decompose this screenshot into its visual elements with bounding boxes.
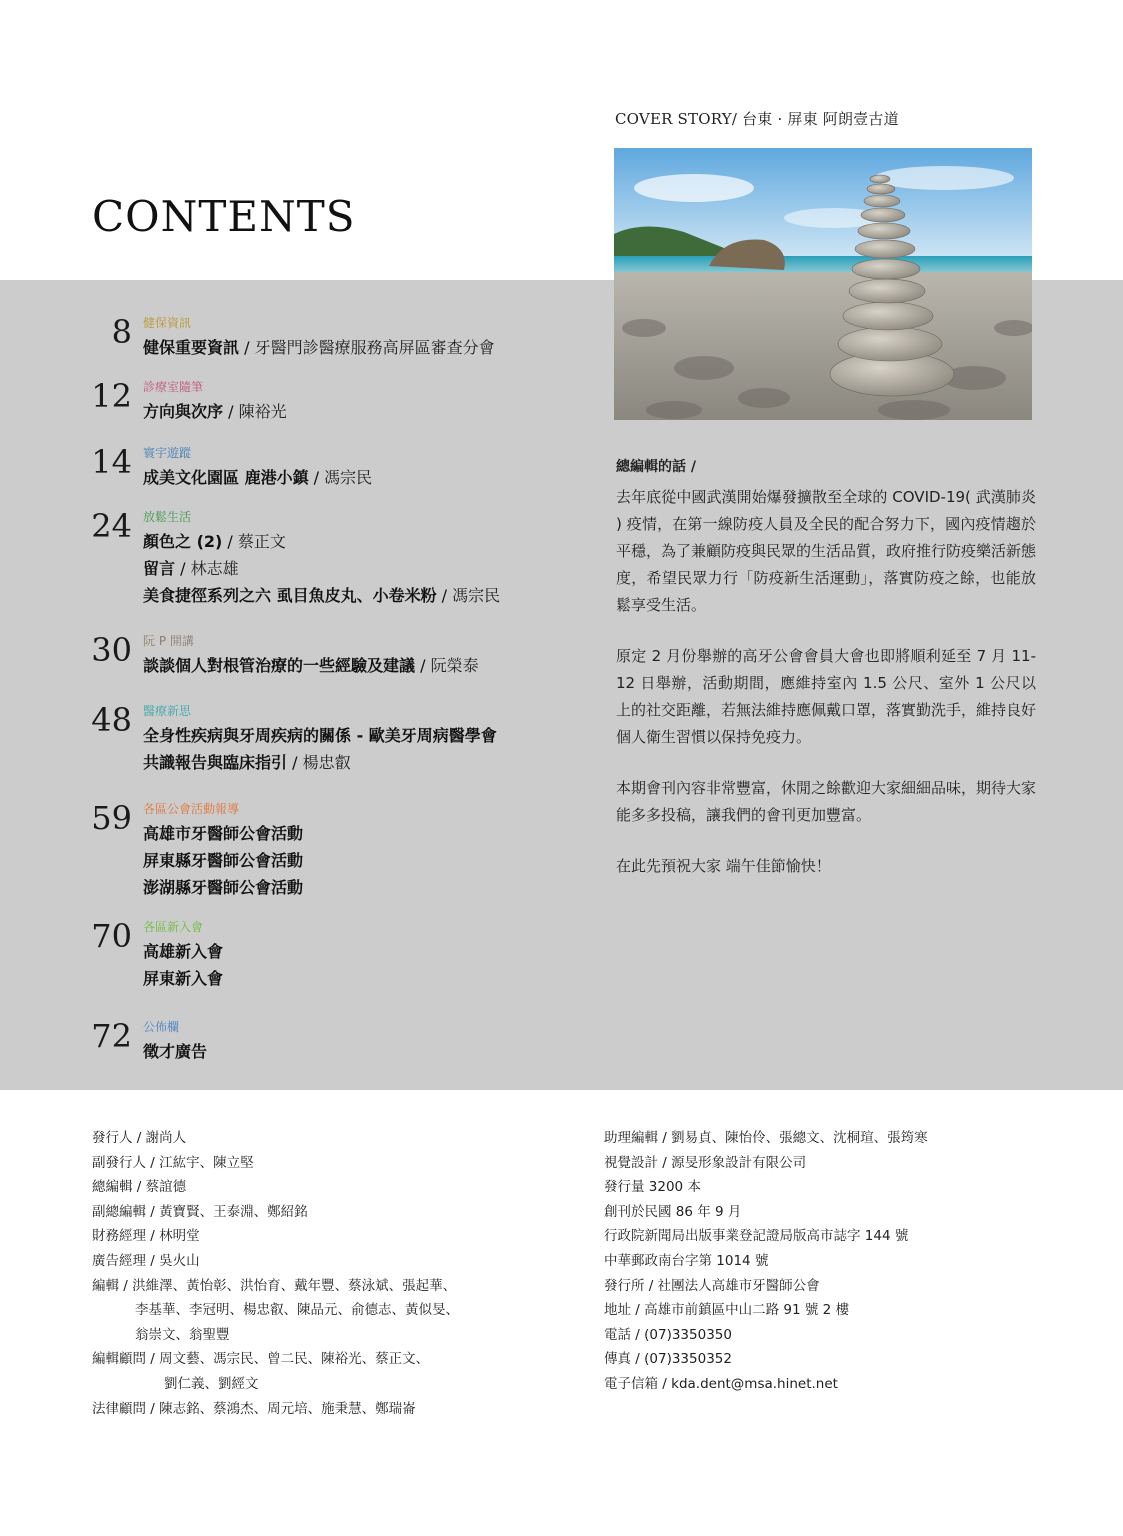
cover-image-illustration <box>614 148 1032 420</box>
credit-visual-design: 視覺設計 / 源旻形象設計有限公司 <box>604 1154 807 1171</box>
toc-category: 阮 P 開講 <box>143 634 194 648</box>
toc-article[interactable] <box>143 965 223 992</box>
toc-article[interactable] <box>143 749 497 776</box>
credit-advisors: 編輯顧問 / 周文藝、馮宗民、曾二民、陳裕光、蔡正文、 <box>92 1351 430 1368</box>
toc-separator: / <box>239 338 255 357</box>
toc-article[interactable] <box>143 555 500 582</box>
toc-separator: / <box>415 656 431 675</box>
toc-article[interactable] <box>143 820 303 847</box>
toc-page-number: 48 <box>91 701 132 739</box>
toc-page-number: 72 <box>91 1017 132 1055</box>
toc-article[interactable] <box>143 334 495 361</box>
toc-article-author: 林志雄 <box>190 559 239 578</box>
toc-article-title: 澎湖縣牙醫師公會活動 <box>143 878 304 897</box>
toc-article[interactable] <box>143 847 303 874</box>
toc-article-author: 牙醫門診醫療服務高屏區審查分會 <box>254 338 495 357</box>
credit-issuer: 發行所 / 社團法人高雄市牙醫師公會 <box>604 1277 820 1294</box>
editor-heading: 總編輯的話 / <box>616 459 696 475</box>
toc-article-title: 高雄新入會 <box>143 942 224 961</box>
toc-article-title: 屏東縣牙醫師公會活動 <box>143 851 304 870</box>
credit-finance-manager: 財務經理 / 林明堂 <box>92 1228 200 1245</box>
toc-separator: / <box>308 468 325 487</box>
toc-page-number: 12 <box>91 377 132 415</box>
toc-article-title: 屏東新入會 <box>143 969 224 988</box>
toc-category: 公佈欄 <box>143 1020 180 1034</box>
toc-category: 健保資訊 <box>143 316 192 330</box>
editor-paragraph: 原定 2 月份舉辦的高牙公會會員大會也即將順利延至 7 月 11-12 日舉辦，活動期間，應維持室內 1.5 公尺、室外 1 公尺以上的社交距離，若無法維持應佩戴口罩，落實勤洗手，維持良好個人衛生習慣以保持免疫力。 <box>616 647 1037 746</box>
credit-editors: 編輯 / 洪維澤、黃怡彰、洪怡育、戴年豐、蔡泳斌、張起華、 <box>92 1277 457 1294</box>
toc-article-author: 陳裕光 <box>238 402 287 421</box>
toc-category: 各區公會活動報導 <box>143 802 240 816</box>
toc-page-number: 30 <box>91 631 132 669</box>
toc-article-author: 馮宗民 <box>452 586 501 605</box>
credit-advisors-cont: 劉仁義、劉經文 <box>164 1375 259 1392</box>
credits-right <box>604 1126 928 1397</box>
credit-vice-publisher: 副發行人 / 江紘宇、陳立堅 <box>92 1154 254 1171</box>
editor-paragraph: 去年底從中國武漢開始爆發擴散至全球的 COVID-19( 武漢肺炎 ) 疫情，在第一線防疫人員及全民的配合努力下，國內疫情趨於平穩，為了兼顧防疫與民眾的生活品質，政府推行防疫樂活新態度，希望民眾力行「防疫新生活運動」，落實防疫之餘，也能放鬆享受生活。 <box>616 488 1037 614</box>
credits-left <box>92 1126 459 1421</box>
toc-category: 寰宇遊蹤 <box>143 446 192 460</box>
toc-separator: / <box>287 753 303 772</box>
toc-separator: / <box>223 402 239 421</box>
toc-separator: / <box>436 586 453 605</box>
credit-deputy-editors: 副總編輯 / 黃寶賢、王泰淵、鄭紹銘 <box>92 1203 308 1220</box>
editor-note <box>616 484 1036 904</box>
toc-article-title: 健保重要資訊 <box>143 338 240 357</box>
toc-article-title: 共識報告與臨床指引 <box>143 753 288 772</box>
credit-ad-manager: 廣告經理 / 吳火山 <box>92 1252 200 1269</box>
toc-article-author: 蔡正文 <box>237 532 286 551</box>
toc-page-number: 8 <box>111 313 132 351</box>
toc-separator: / <box>222 532 238 551</box>
toc-separator: / <box>175 559 191 578</box>
toc-article-title: 徵才廣告 <box>143 1042 208 1061</box>
toc-page-number: 70 <box>91 917 132 955</box>
toc-article-author: 馮宗民 <box>324 468 373 487</box>
toc-article-title: 全身性疾病與牙周疾病的關係 - 歐美牙周病醫學會 <box>143 726 497 745</box>
cover-image <box>614 148 1032 420</box>
credit-email[interactable]: 電子信箱 / kda.dent@msa.hinet.net <box>604 1375 838 1392</box>
credit-editors-cont: 李基華、李冠明、楊忠叡、陳品元、俞德志、黃似旻、 <box>135 1302 459 1319</box>
editor-paragraph: 本期會刊內容非常豐富，休閒之餘歡迎大家細細品味，期待大家能多多投稿，讓我們的會刊更加豐富。 <box>616 779 1037 824</box>
toc-article-title: 高雄市牙醫師公會活動 <box>143 824 304 843</box>
credit-fax: 傳真 / (07)3350352 <box>604 1351 732 1368</box>
toc-article[interactable] <box>143 874 303 901</box>
credit-postal: 中華郵政南台字第 1014 號 <box>604 1252 769 1269</box>
toc-article[interactable] <box>143 582 500 609</box>
toc-article[interactable] <box>143 464 372 491</box>
toc-article-title: 留言 <box>143 559 176 578</box>
toc-category: 醫療新思 <box>143 704 192 718</box>
toc-article[interactable] <box>143 722 497 749</box>
toc-article-title: 談談個人對根管治療的一些經驗及建議 <box>143 656 416 675</box>
cover-story-label: COVER STORY/ 台東 · 屏東 阿朗壹古道 <box>615 110 899 128</box>
toc-article[interactable] <box>143 938 223 965</box>
toc-category: 放鬆生活 <box>143 510 192 524</box>
page-title: CONTENTS <box>92 192 356 241</box>
toc-article-title: 成美文化園區 鹿港小鎮 <box>143 468 309 487</box>
toc-category: 各區新入會 <box>143 920 204 934</box>
toc-article[interactable] <box>143 1038 207 1065</box>
toc-page-number: 14 <box>91 443 132 481</box>
credit-circulation: 發行量 3200 本 <box>604 1179 701 1196</box>
credit-editors-cont: 翁崇文、翁聖豐 <box>135 1326 230 1343</box>
toc-category: 診療室隨筆 <box>143 380 204 394</box>
toc-article-author: 楊忠叡 <box>302 753 351 772</box>
toc-article-author: 阮榮泰 <box>430 656 479 675</box>
credit-publisher: 發行人 / 謝尚人 <box>92 1130 187 1146</box>
editor-paragraph: 在此先預祝大家 端午佳節愉快！ <box>616 857 831 875</box>
toc-article-title: 美食捷徑系列之六 虱目魚皮丸、小卷米粉 <box>143 586 437 605</box>
toc-article-title: 顏色之 (2) <box>143 532 223 551</box>
credit-address: 地址 / 高雄市前鎮區中山二路 91 號 2 樓 <box>604 1302 850 1319</box>
toc-article-title: 方向與次序 <box>143 402 224 421</box>
toc-page-number: 24 <box>91 507 132 545</box>
toc-article[interactable] <box>143 652 479 679</box>
credit-legal-advisors: 法律顧問 / 陳志銘、蔡鴻杰、周元培、施秉慧、鄭瑞崙 <box>92 1400 416 1417</box>
credit-chief-editor: 總編輯 / 蔡誼德 <box>92 1179 187 1196</box>
toc-page-number: 59 <box>91 799 132 837</box>
credit-registration: 行政院新聞局出版事業登記證局版高市誌字 144 號 <box>604 1228 909 1245</box>
credit-assistant-editors: 助理編輯 / 劉易貞、陳怡伶、張總文、沈桐瑄、張筠寒 <box>604 1130 928 1146</box>
toc-article[interactable] <box>143 528 500 555</box>
toc-article[interactable] <box>143 398 287 425</box>
credit-founded: 創刊於民國 86 年 9 月 <box>604 1203 742 1220</box>
credit-phone: 電話 / (07)3350350 <box>604 1326 732 1343</box>
